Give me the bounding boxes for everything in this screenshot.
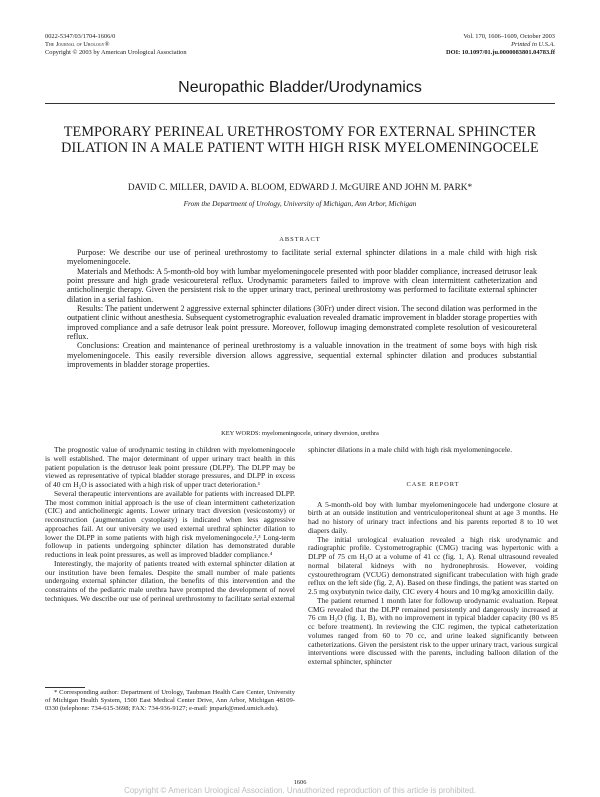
author-list: DAVID C. MILLER, DAVID A. BLOOM, EDWARD J. McGUIRE AND JOHN M. PARK* [127,183,473,193]
body-right-column [308,446,558,667]
printed-line: Printed in U.S.A. [511,41,555,48]
case-paragraph: The initial urological evaluation revealed a high risk urodynamic and radiographic profile. Cystometrographic (CMG) tracing was hypertonic with a DLPP of 75 cm H₂O at a volume of 41 cc (fig. 1, A). Renal ultrasound revealed normal bilateral kidneys with no hydronephrosis. However, voiding cystourethrogram (VCUG) demonstrated significant trabeculation with high grade reflux on the left side (fig. 2, A). Based on these findings, the patient was started on 2.5 mg oxybutynin twice daily, CIC every 4 hours and 10 mg/kg amoxicillin daily. [308,534,558,596]
affiliation: From the Department of Urology, University of Michigan, Ann Arbor, Michigan [183,199,417,208]
article-title: TEMPORARY PERINEAL URETHROSTOMY FOR EXTERNAL SPHINCTER DILATION IN A MALE PATIENT WITH HIGH RISK MYELOMENINGOCELE [61,124,539,156]
section-rule [45,103,555,104]
volume-line: Vol. 170, 1606–1609, October 2003 [463,33,555,40]
abstract-methods: Materials and Methods: A 5-month-old boy with lumbar myelomeningocele presented with poor bladder compliance, increased detrusor leak point pressure and high grade vesicoureteral reflux. Urodynamic parameters failed to improve with clean intermittent catheterization and anticholinergic therapy. Given the persistent risk to the upper urinary tract, perineal urethrostomy was performed to facilitate external sphincter dilation in a serial fashion. [67,266,537,304]
doi-line[interactable]: DOI: 10.1097/01.ju.0000083801.04783.ff [446,49,555,56]
case-report-heading: CASE REPORT [406,480,460,488]
abstract-conclusions: Conclusions: Creation and maintenance of perineal urethrostomy is a valuable innovation in the treatment of some boys with high risk myelomeningocele. This easily reversible diversion allows aggressive, sequential external sphincter dilation and produces substantial improvements in bladder storage properties. [67,341,537,370]
abstract-body [67,248,537,369]
journal-header-left [45,33,325,57]
abstract-heading: ABSTRACT [279,236,321,243]
abstract-purpose: Purpose: We describe our use of perineal urethrostomy to facilitate serial external sphincter dilations in a male child with high risk myelomeningocele. [67,248,537,267]
issn-line: 0022-5347/03/1704-1606/0 [45,33,116,40]
corresponding-author-footnote: * Corresponding author: Department of Urology, Taubman Health Care Center, University of Michigan Health System, 1500 East Medical Center Drive, Ann Arbor, Michigan 48109-0330 (telephone: 734-615-3698; FAX: 734-936-9127; e-mail: jmpark@med.umich.edu). [45,689,295,712]
case-paragraph: A 5-month-old boy with lumbar myelomeningocele had undergone closure at birth at an outside institution and ventriculoperitoneal shunt at age 3 months. He had no history of urinary tract infections and his parents reported 8 to 10 wet diapers daily. [308,499,558,535]
body-left-column [45,446,295,604]
section-title: Neuropathic Bladder/Urodynamics [178,79,422,96]
copyright-line: Copyright © 2003 by American Urological Association [45,49,187,56]
journal-header-right [295,33,555,57]
keywords: KEY WORDS: myelomeningocele, urinary diversion, urethra [221,430,379,437]
page-number: 1606 [293,779,307,786]
intro-paragraph: Interestingly, the majority of patients treated with external sphincter dilation at our institution have been females. Despite the small number of male patients undergoing external sphincter dilation, the benefits of this intervention and the constraints of the pediatric male urethra have prompted the development of novel techniques. We describe our use of perineal urethrostomy to facilitate serial external [45,558,295,603]
copyright-watermark: Copyright © American Urological Association. Unauthorized reproduction of this article is prohibited. [124,786,476,795]
footnote-rule [45,687,85,688]
case-paragraph: The patient returned 1 month later for followup urodynamic evaluation. Repeat CMG revealed that the DLPP remained persistently and dangerously increased at 76 cm H₂O (fig. 1, B), with no improvement in typical bladder capacity (80 vs 85 cc before treatment). In reviewing the CIC regimen, the typical catheterization volumes ranged from 60 to 70 cc, and urine leaked significantly between catheterizations. Given the persistent risk to the upper urinary tract, various surgical interventions were discussed with the parents, including balloon dilation of the external sphincter, sphincter [308,595,558,666]
abstract-results: Results: The patient underwent 2 aggressive external sphincter dilations (30Fr) under direct vision. The second dilation was performed in the outpatient clinic without anesthesia. Subsequent cystometrographic evaluation revealed dramatic improvement in bladder storage properties with improved compliance and a safe detrusor leak point pressure. Moreover, followup imaging demonstrated complete resolution of vesicoureteral reflux. [67,304,537,342]
intro-continuation: sphincter dilations in a male child with high risk myelomeningocele. [308,445,513,454]
journal-name: The Journal of Urology® [45,41,110,48]
intro-paragraph: Several therapeutic interventions are available for patients with increased DLPP. The most common initial approach is the use of clean intermittent catheterization (CIC) and anticholinergic agents. Lower urinary tract diversion (vesicostomy) or reconstruction (augmentation cystoplasty) is indicated when less aggressive approaches fail. At our university we used external urethral sphincter dilation to lower the DLPP in some patients with high risk myelomeningocele.²,³ Long-term followup in patients undergoing sphincter dilation has demonstrated durable reductions in leak point pressures, as well as improved bladder compliance.⁴ [45,488,295,559]
intro-paragraph: The prognostic value of urodynamic testing in children with myelomeningocele is well established. The major determinant of upper urinary tract health in this patient population is the detrusor leak point pressure (DLPP). The DLPP may be viewed as representative of typical bladder storage pressures, and DLPP in excess of 40 cm H₂O is associated with a high risk of upper tract deterioration.¹ [45,445,295,489]
